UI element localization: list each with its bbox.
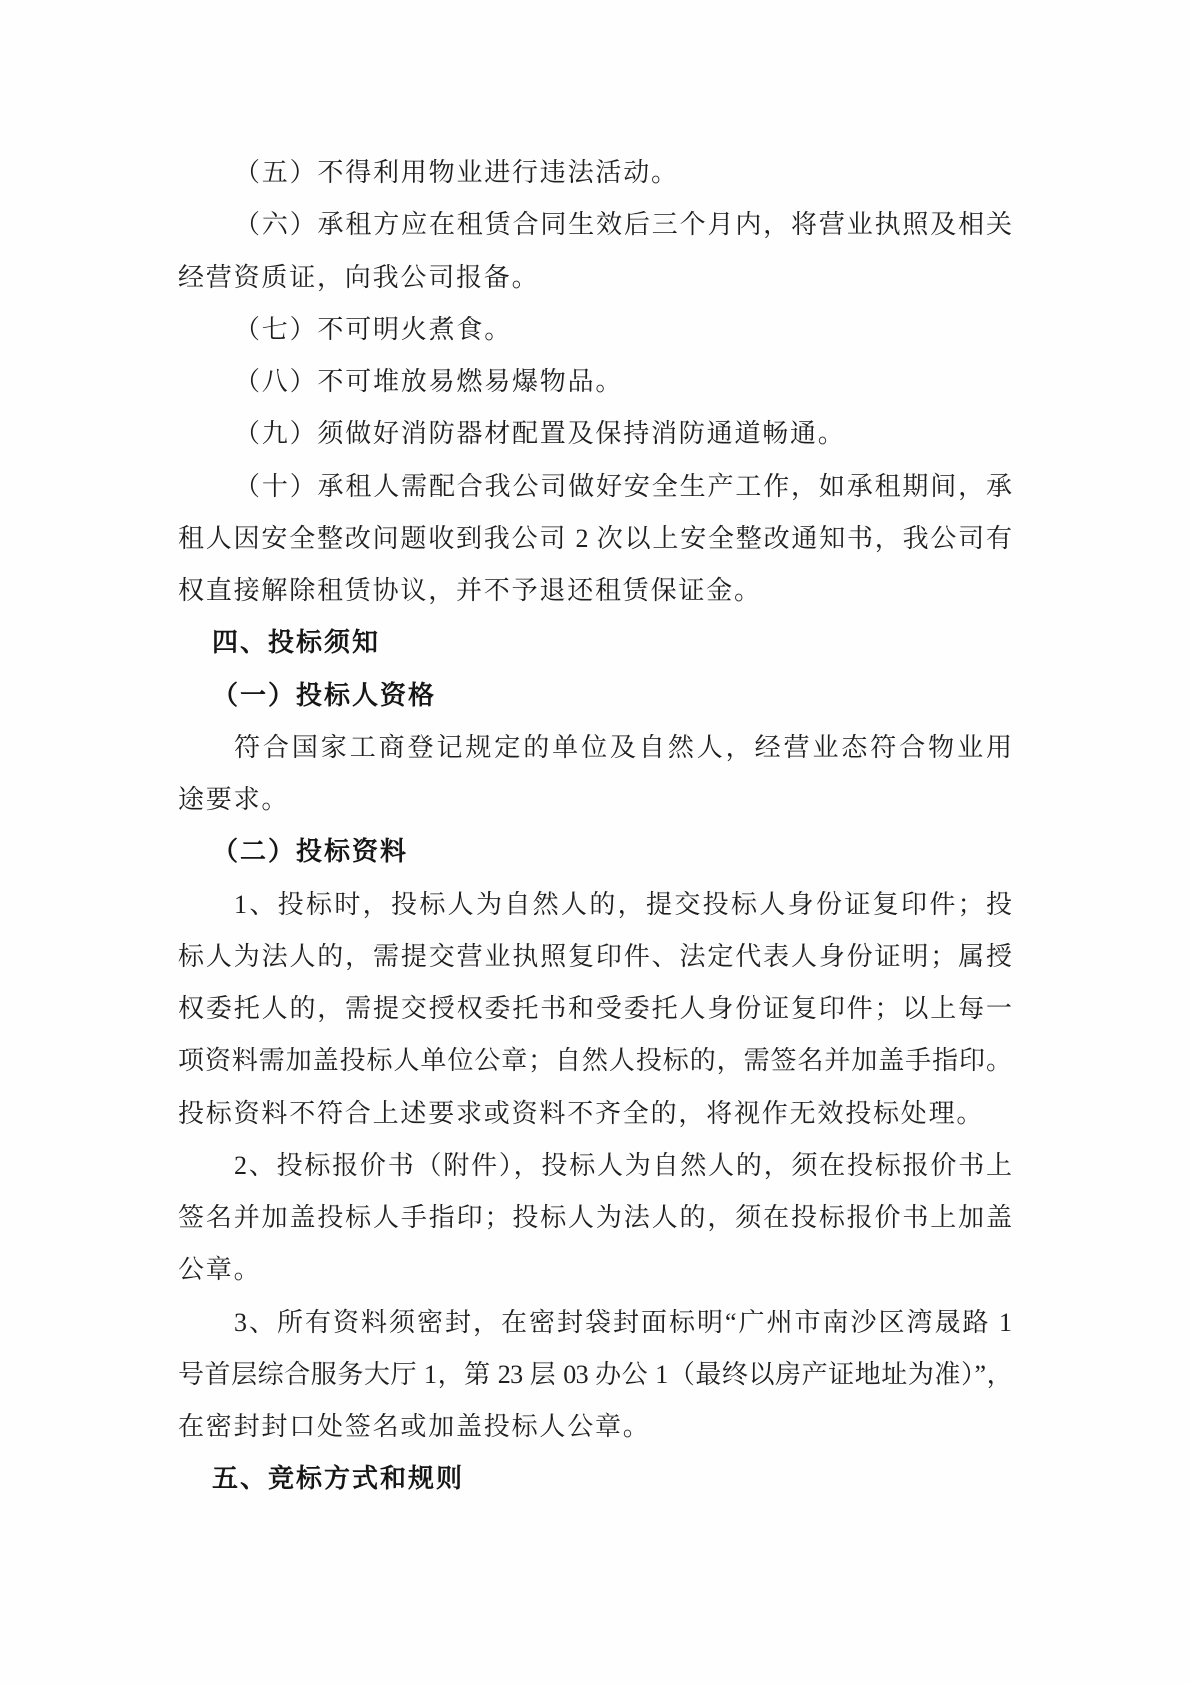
document-body	[0, 147, 1190, 1506]
materials-item-1-line: 权委托人的，需提交授权委托书和受委托人身份证复印件；以上每一	[178, 994, 1012, 1023]
clause-7-line: （七）不可明火煮食。	[234, 314, 513, 344]
qualification-line: 符合国家工商登记规定的单位及自然人，经营业态符合物业用	[234, 732, 1012, 762]
materials-item-1-line: 标人为法人的，需提交营业执照复印件、法定代表人身份证明；属授	[178, 941, 1012, 971]
clause-9-line: （九）须做好消防器材配置及保持消防通道畅通。	[234, 419, 846, 449]
qualification-line: 途要求。	[178, 785, 290, 814]
materials-item-2-line: 签名并加盖投标人手指印；投标人为法人的，须在投标报价书上加盖	[178, 1203, 1012, 1232]
clause-6-line: （六）承租方应在租赁合同生效后三个月内，将营业执照及相关	[234, 210, 1012, 240]
materials-item-1-line: 项资料需加盖投标人单位公章；自然人投标的，需签名并加盖手指印。	[178, 1046, 1012, 1076]
materials-item-1-line: 1、投标时，投标人为自然人的，提交投标人身份证复印件；投	[234, 889, 1012, 919]
clause-8-line: （八）不可堆放易燃易爆物品。	[234, 367, 624, 396]
materials-heading: （二）投标资料	[212, 837, 409, 867]
section-5-heading: 五、竞标方式和规则	[212, 1464, 465, 1494]
clause-10-line: 租人因安全整改问题收到我公司 2 次以上安全整改通知书，我公司有	[178, 523, 1012, 553]
section-4-heading: 四、投标须知	[212, 628, 381, 658]
clause-5-line: （五）不得利用物业进行违法活动。	[234, 158, 679, 187]
materials-item-3-line: 3、所有资料须密封，在密封袋封面标明“广州市南沙区湾晟路 1	[234, 1307, 1012, 1337]
materials-item-2-line: 公章。	[178, 1255, 262, 1285]
materials-item-2-line: 2、投标报价书（附件），投标人为自然人的，须在投标报价书上	[234, 1150, 1012, 1180]
materials-item-3-line: 号首层综合服务大厅 1，第 23 层 03 办公 1（最终以房产证地址为准）”，	[178, 1359, 1012, 1389]
materials-item-1-line: 投标资料不符合上述要求或资料不齐全的，将视作无效投标处理。	[178, 1098, 985, 1128]
clause-10-line: 权直接解除租赁协议，并不予退还租赁保证金。	[178, 576, 762, 605]
materials-item-3-line: 在密封封口处签名或加盖投标人公章。	[178, 1412, 651, 1441]
clause-10-line: （十）承租人需配合我公司做好安全生产工作，如承租期间，承	[234, 471, 1012, 501]
qualification-heading: （一）投标人资格	[212, 680, 437, 710]
clause-6-line: 经营资质证，向我公司报备。	[178, 262, 540, 292]
